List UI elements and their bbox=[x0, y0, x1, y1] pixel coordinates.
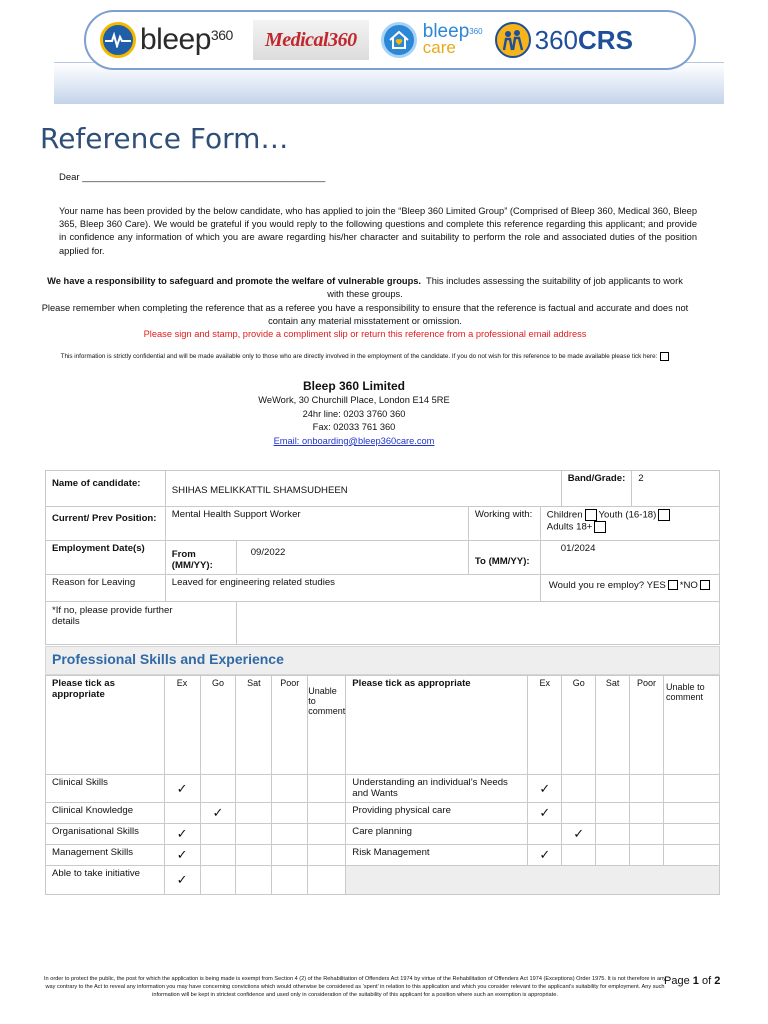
rating-cell[interactable] bbox=[664, 824, 720, 845]
reemploy-yes-checkbox[interactable] bbox=[668, 580, 678, 590]
rating-cell[interactable] bbox=[596, 775, 630, 803]
intro-paragraph: Your name has been provided by the below candidate, who has applied to join the “Bleep 360 Limited Group” (Comprised of Bleep 360, Medical 360, Bleep 365, Bleep 360 Care). We would be grateful if you would reply to the following questions and complete this reference regarding this applicant; and provide in confidence any information of which you are aware regarding his/her character and suitability to perform the role and associated duties of the position applied for. bbox=[59, 206, 697, 256]
skill-label: Organisational Skills bbox=[46, 824, 165, 845]
col-poor-right: Poor bbox=[630, 676, 664, 775]
position-value: Mental Health Support Worker bbox=[165, 507, 468, 541]
skill-label: Risk Management bbox=[346, 845, 528, 866]
rehabilitation-act-note: In order to protect the public, the post for which the application is being made is exempt from Section 4 (2) of the Rehabilitation of Offenders Act 1974 by virtue of the Rehabilitation of Offenders Act 1974 (Exceptions) Order 1975. It is not therefore in any way contrary to the Act to reveal any information you may have concerning convictions which would otherwise be considered as ‘spent’ in relation to this application and which you consider relevant to the applicant’s suitability for employment. Any such information will be kept in strictest confidence and used only in consideration of the suitability of this applicant for a position where such an exemption is appropriate. bbox=[44, 976, 666, 998]
reemploy-question: Would you re employ? YES *NO bbox=[540, 575, 719, 602]
rating-cell[interactable] bbox=[630, 775, 664, 803]
rating-cell[interactable] bbox=[308, 775, 346, 803]
from-label: From (MM/YY): bbox=[165, 541, 236, 575]
position-label: Current/ Prev Position: bbox=[46, 507, 166, 541]
band-value: 2 bbox=[632, 471, 720, 507]
heartbeat-icon bbox=[100, 22, 136, 58]
page-number: Page 1 of 2 bbox=[664, 975, 721, 987]
skill-label: Providing physical care bbox=[346, 803, 528, 824]
rating-cell[interactable] bbox=[236, 775, 272, 803]
working-with-label: Working with: bbox=[468, 507, 540, 541]
to-value: 01/2024 bbox=[540, 541, 719, 575]
table-row bbox=[46, 803, 720, 824]
rating-cell[interactable] bbox=[236, 803, 272, 824]
rating-cell[interactable] bbox=[308, 824, 346, 845]
safeguarding-notice: We have a responsibility to safeguard and promote the welfare of vulnerable groups. This includes assessing the suitability of job applicants to work with these groups. Please remember when completing the reference that as a referee you have a responsibility to ensure that the reference is factual and accurate and does not contain any material misstatement or omission. Please sign and stamp, provide a compliment slip or return this reference from a professional email address bbox=[41, 276, 689, 340]
rating-cell[interactable] bbox=[596, 824, 630, 845]
col-excellent: Ex bbox=[164, 676, 200, 775]
check-mark-icon[interactable]: ✓ bbox=[164, 866, 200, 895]
company-name: Bleep 360 Limited bbox=[302, 379, 406, 393]
table-row bbox=[46, 845, 720, 866]
check-mark-icon[interactable]: ✓ bbox=[164, 824, 200, 845]
rating-cell[interactable] bbox=[664, 803, 720, 824]
check-mark-icon[interactable]: ✓ bbox=[528, 803, 562, 824]
table-row bbox=[46, 866, 720, 895]
rating-cell[interactable] bbox=[272, 845, 308, 866]
to-label: To (MM/YY): bbox=[468, 541, 540, 575]
rating-cell[interactable] bbox=[308, 866, 346, 895]
bleep360-logo-text: bleep$^{360}$ bbox=[140, 23, 233, 56]
rating-cell[interactable] bbox=[596, 845, 630, 866]
company-email-link[interactable]: Email: onboarding@bleep360care.com bbox=[273, 435, 435, 446]
rating-cell[interactable] bbox=[528, 824, 562, 845]
skill-label: Understanding an individual’s Needs and Wants bbox=[346, 775, 528, 803]
rating-cell[interactable] bbox=[664, 775, 720, 803]
rating-cell[interactable] bbox=[272, 803, 308, 824]
rating-cell[interactable] bbox=[200, 866, 236, 895]
rating-cell[interactable] bbox=[562, 775, 596, 803]
col-poor: Poor bbox=[272, 676, 308, 775]
reason-label: Reason for Leaving bbox=[46, 575, 166, 602]
skill-label: Care planning bbox=[346, 824, 528, 845]
working-with-options: Children Youth (16-18) Adults 18+ bbox=[540, 507, 719, 541]
employment-dates-label: Employment Date(s) bbox=[46, 541, 166, 575]
medical360-logo bbox=[253, 20, 369, 60]
skill-label: Able to take initiative bbox=[46, 866, 165, 895]
from-value: 09/2022 bbox=[236, 541, 468, 575]
company-phone: 24hr line: 0203 3760 360 bbox=[302, 408, 406, 419]
rating-cell[interactable] bbox=[562, 845, 596, 866]
rating-cell[interactable] bbox=[562, 803, 596, 824]
reemploy-no-checkbox[interactable] bbox=[700, 580, 710, 590]
col-satisfactory-right: Sat bbox=[596, 676, 630, 775]
rating-cell[interactable] bbox=[308, 845, 346, 866]
name-label: Name of candidate: bbox=[46, 471, 166, 507]
col-excellent-right: Ex bbox=[528, 676, 562, 775]
page-title: Reference Form… bbox=[40, 122, 289, 155]
col-good: Go bbox=[200, 676, 236, 775]
house-heart-icon bbox=[381, 22, 417, 58]
rating-cell[interactable] bbox=[236, 845, 272, 866]
check-mark-icon[interactable]: ✓ bbox=[164, 775, 200, 803]
rating-cell[interactable] bbox=[596, 803, 630, 824]
col-unable-to-comment: Unable to comment bbox=[308, 676, 346, 775]
medical360-logo-text: Medical360 bbox=[264, 28, 357, 51]
skill-label: Clinical Skills bbox=[46, 775, 165, 803]
table-row bbox=[46, 775, 720, 803]
reason-value: Leaved for engineering related studies bbox=[165, 575, 540, 602]
company-address: WeWork, 30 Churchill Place, London E14 5RE bbox=[258, 395, 450, 405]
rating-cell[interactable] bbox=[630, 803, 664, 824]
skill-label: Management Skills bbox=[46, 845, 165, 866]
dear-line: Dear ______________________________________________ bbox=[59, 172, 326, 183]
check-mark-icon[interactable]: ✓ bbox=[200, 803, 236, 824]
skill-rows bbox=[46, 775, 720, 895]
rating-cell[interactable] bbox=[236, 824, 272, 845]
confidential-checkbox[interactable] bbox=[660, 352, 669, 361]
table-row bbox=[46, 824, 720, 845]
bleep360-logo bbox=[100, 18, 233, 62]
company-details bbox=[0, 378, 708, 448]
logo-banner bbox=[84, 10, 696, 70]
rating-cell[interactable] bbox=[272, 866, 308, 895]
rating-cell[interactable] bbox=[164, 803, 200, 824]
360crs-logo: 360CRS bbox=[495, 18, 633, 62]
empty-cell bbox=[346, 866, 720, 895]
band-label: Band/Grade: bbox=[561, 471, 632, 507]
check-mark-icon[interactable]: ✓ bbox=[164, 845, 200, 866]
youth-checkbox[interactable] bbox=[658, 509, 670, 521]
check-mark-icon[interactable]: ✓ bbox=[528, 775, 562, 803]
rating-cell[interactable] bbox=[200, 824, 236, 845]
children-checkbox[interactable] bbox=[585, 509, 597, 521]
skill-label: Clinical Knowledge bbox=[46, 803, 165, 824]
check-mark-icon[interactable]: ✓ bbox=[528, 845, 562, 866]
rating-cell[interactable] bbox=[272, 775, 308, 803]
candidate-name: SHIHAS MELIKKATTIL SHAMSUDHEEN bbox=[165, 471, 561, 507]
rating-cell[interactable] bbox=[308, 803, 346, 824]
tick-header-left: Please tick as appropriate bbox=[46, 676, 165, 775]
candidate-details-table bbox=[45, 470, 720, 645]
further-details-label: *If no, please provide further details bbox=[46, 602, 237, 645]
col-good-right: Go bbox=[562, 676, 596, 775]
skills-table bbox=[45, 675, 720, 895]
adults-checkbox[interactable] bbox=[594, 521, 606, 533]
rating-cell[interactable] bbox=[630, 845, 664, 866]
company-fax: Fax: 02033 761 360 bbox=[312, 422, 396, 433]
skills-section-title: Professional Skills and Experience bbox=[45, 646, 720, 675]
col-satisfactory: Sat bbox=[236, 676, 272, 775]
further-details-field[interactable] bbox=[236, 602, 719, 645]
confidential-note: This information is strictly confidential and will be made available only to those who are directly involved in the employment of the candidate. If you do not wish for this reference to be made available please tick here: bbox=[40, 352, 690, 362]
rating-cell[interactable] bbox=[200, 775, 236, 803]
rating-cell[interactable] bbox=[630, 824, 664, 845]
rating-cell[interactable] bbox=[236, 866, 272, 895]
rating-cell[interactable] bbox=[664, 845, 720, 866]
rating-cell[interactable] bbox=[272, 824, 308, 845]
rating-cell[interactable] bbox=[200, 845, 236, 866]
check-mark-icon[interactable]: ✓ bbox=[562, 824, 596, 845]
family-icon bbox=[495, 22, 531, 58]
bleep360care-logo: bleep$^{360}$ care bbox=[381, 18, 483, 62]
tick-header-right: Please tick as appropriate bbox=[346, 676, 528, 775]
sign-stamp-note: Please sign and stamp, provide a compliment slip or return this reference from a professional email address bbox=[143, 329, 587, 340]
col-unable-to-comment-right: Unable to comment bbox=[664, 676, 720, 775]
